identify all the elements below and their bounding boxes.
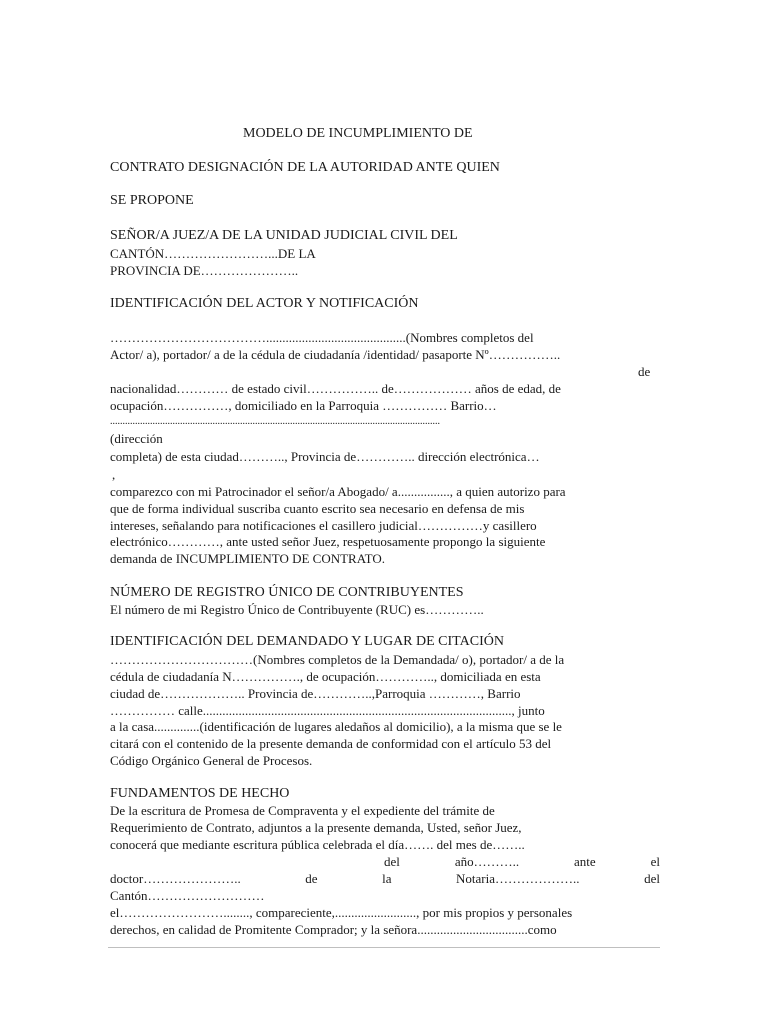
paragraph-line: que de forma individual suscriba cuanto escrito sea necesario en defensa de mis [110, 501, 525, 516]
paragraph-line: derechos, en calidad de Promitente Comprador; y la señora..................................como [110, 922, 557, 937]
paragraph-line: electrónico…………, ante usted señor Juez, respetuosamente propongo la siguiente [110, 534, 546, 549]
text-fragment: Notaria……………….. [456, 871, 580, 886]
text-fragment: de [305, 871, 318, 886]
paragraph-line: citará con el contenido de la presente demanda de conformidad con el artículo 53 del [110, 736, 552, 751]
section-heading-facts: FUNDAMENTOS DE HECHO [110, 786, 290, 801]
paragraph-line: ocupación……………, domiciliado en la Parroquia …………… Barrio… [110, 398, 497, 413]
paragraph-line: completa) de esta ciudad……….., Provincia de………….. dirección electrónica… [110, 449, 540, 464]
paragraph-line: Cantón……………………… [110, 888, 265, 903]
paragraph-line: comparezco con mi Patrocinador el señor/a Abogado/ a................, a quien autorizo para [110, 484, 566, 499]
addressee-line-2: CANTÓN……………………...DE LA [110, 246, 316, 261]
text-fragment: año……….. [454, 854, 520, 869]
paragraph-line: Actor/ a), portador/ a de la cédula de ciudadanía /identidad/ pasaporte Nº…………….. [110, 347, 561, 362]
paragraph-line: a la casa..............(identificación de lugares aledaños al domicilio), a la misma que se le [110, 719, 562, 734]
document-title-line-2: CONTRATO DESIGNACIÓN DE LA AUTORIDAD ANTE QUIEN [110, 160, 500, 175]
paragraph-line: intereses, señalando para notificaciones el casillero judicial……………y casillero [110, 518, 537, 533]
document-title-line-3: SE PROPONE [110, 193, 194, 208]
paragraph-line: .................................................................................................................................... [110, 416, 440, 427]
text-fragment: del [384, 854, 400, 869]
paragraph-line: ciudad de……………….. Provincia de…………..,Parroquia …………, Barrio [110, 686, 521, 701]
addressee-line-1: SEÑOR/A JUEZ/A DE LA UNIDAD JUDICIAL CIVIL DEL [110, 228, 458, 243]
paragraph-line: cédula de ciudadanía N……………., de ocupación………….., domiciliada en esta [110, 669, 541, 684]
page-bottom-divider [108, 947, 660, 948]
paragraph-line: El número de mi Registro Único de Contribuyente (RUC) es………….. [110, 602, 484, 617]
paragraph-line [384, 853, 660, 870]
paragraph-line: ……………………………(Nombres completos de la Demandada/ o), portador/ a de la [110, 652, 565, 667]
text-fragment: del [644, 871, 660, 886]
document-title-line-1: MODELO DE INCUMPLIMIENTO DE [243, 126, 473, 141]
paragraph-line: ………………………………...........................................(Nombres completos del [110, 330, 534, 345]
paragraph-line: Código Orgánico General de Procesos. [110, 753, 313, 768]
text-fragment: ante [574, 854, 596, 869]
text-fragment: la [382, 871, 392, 886]
paragraph-line: De la escritura de Promesa de Compraventa y el expediente del trámite de [110, 803, 495, 818]
section-heading-actor: IDENTIFICACIÓN DEL ACTOR Y NOTIFICACIÓN [110, 296, 419, 311]
text-fragment: doctor………………….. [110, 871, 241, 886]
paragraph-line: el……………………........, compareciente,........................., por mis propios y personales [110, 905, 573, 920]
paragraph-line: …………… calle..............................................................................................., junto [110, 703, 545, 718]
paragraph-line [110, 870, 660, 887]
paragraph-line: nacionalidad………… de estado civil…………….. de……………… años de edad, de [110, 381, 561, 396]
paragraph-line: (dirección [110, 431, 163, 446]
paragraph-line: conocerá que mediante escritura pública celebrada el día……. del mes de…….. [110, 837, 525, 852]
addressee-line-3: PROVINCIA DE………………….. [110, 263, 299, 278]
section-heading-ruc: NÚMERO DE REGISTRO ÚNICO DE CONTRIBUYENTES [110, 585, 464, 600]
paragraph-line: Requerimiento de Contrato, adjuntos a la presente demanda, Usted, señor Juez, [110, 820, 522, 835]
paragraph-line: , [112, 467, 116, 482]
section-heading-defendant: IDENTIFICACIÓN DEL DEMANDADO Y LUGAR DE CITACIÓN [110, 634, 504, 649]
paragraph-line: demanda de INCUMPLIMIENTO DE CONTRATO. [110, 551, 386, 566]
text-fragment: el [650, 854, 660, 869]
paragraph-line: de [638, 364, 651, 379]
